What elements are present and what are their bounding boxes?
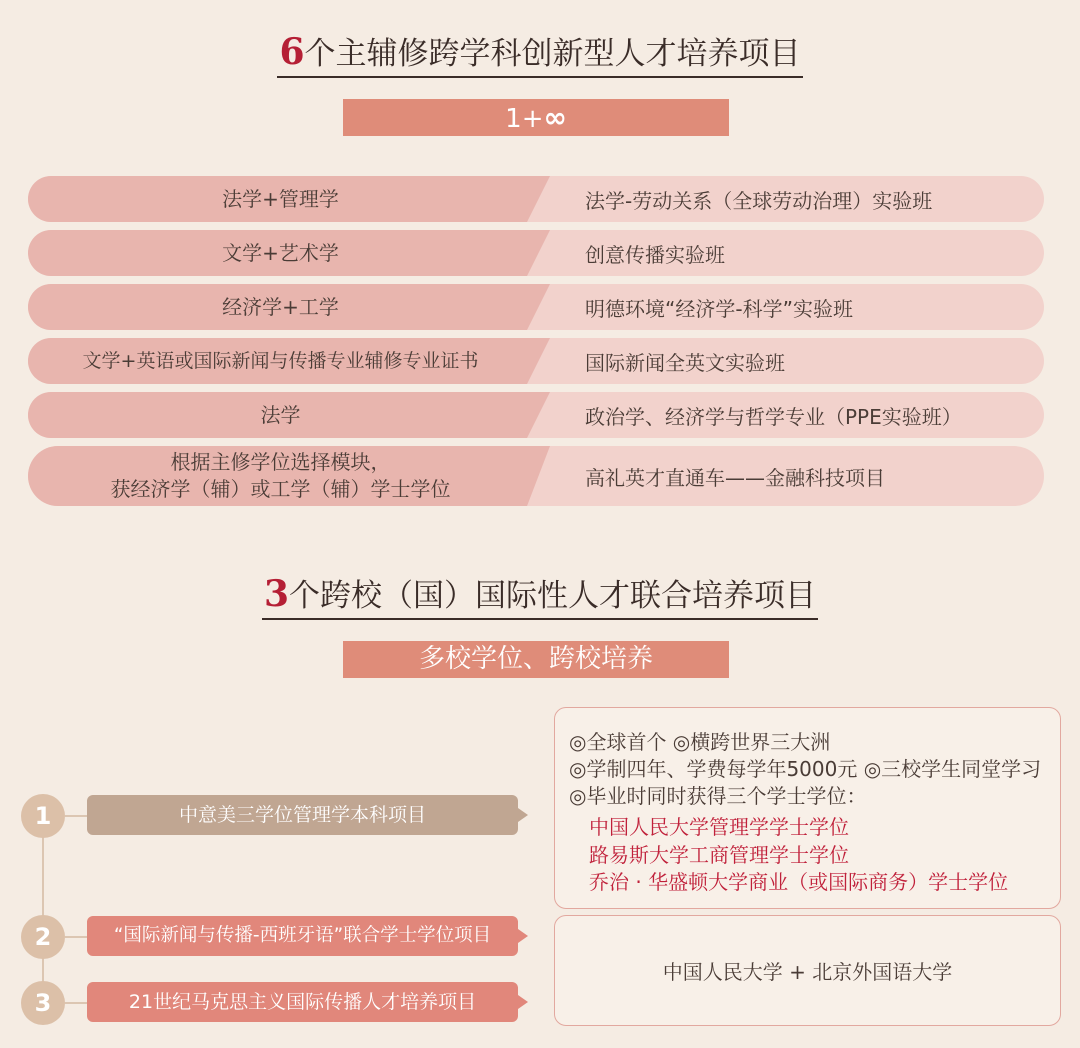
row-right-text: 高礼英才直通车——金融科技项目 <box>585 465 885 490</box>
row-left-text <box>28 446 533 506</box>
degree-line: 中国人民大学管理学学士学位 <box>589 815 849 839</box>
program-row <box>28 446 1044 506</box>
row-right-text: 政治学、经济学与哲学专业（PPE实验班） <box>585 404 962 429</box>
feature-line: ◎学制四年、学费每学年5000元 ◎三校学生同堂学习 <box>569 757 1042 781</box>
program-row <box>28 284 1044 330</box>
section1-title-text: 个主辅修跨学科创新型人才培养项目 <box>304 36 801 72</box>
timeline-line <box>42 818 44 1004</box>
project-number-2: 2 <box>21 915 65 959</box>
section2-title <box>0 570 1080 620</box>
degree-line: 乔治 · 华盛顿大学商业（或国际商务）学士学位 <box>589 870 1009 894</box>
row-left-text: 法学 <box>260 402 301 427</box>
row-left-text: 法学+管理学 <box>222 186 339 211</box>
row-left-text: 文学+英语或国际新闻与传播专业辅修专业证书 <box>82 349 479 372</box>
partner-text: 中国人民大学 + 北京外国语大学 <box>662 960 953 984</box>
partner-box <box>554 915 1061 1026</box>
section1-number: 6 <box>279 31 305 73</box>
row-right-text: 国际新闻全英文实验班 <box>585 350 785 375</box>
program-row <box>28 392 1044 438</box>
row-right-text: 创意传播实验班 <box>585 242 725 267</box>
row-left-text: 经济学+工学 <box>222 294 339 319</box>
program-row <box>28 338 1044 384</box>
project-label-1: 中意美三学位管理学本科项目 <box>87 795 518 835</box>
section2-number: 3 <box>263 573 290 615</box>
project-number-1: 1 <box>21 794 65 838</box>
section2-title-text: 个跨校（国）国际性人才联合培养项目 <box>289 578 817 614</box>
row-left-text: 文学+艺术学 <box>222 240 339 265</box>
row-right-text: 明德环境“经济学-科学”实验班 <box>585 296 853 321</box>
project-label-3: 21世纪马克思主义国际传播人才培养项目 <box>87 982 518 1022</box>
feature-line: ◎全球首个 ◎横跨世界三大洲 <box>569 730 831 754</box>
project-info-box <box>554 707 1061 909</box>
section2-banner: 多校学位、跨校培养 <box>343 641 729 678</box>
row-left-line2: 获经济学（辅）或工学（辅）学士学位 <box>110 477 451 501</box>
project-number-3: 3 <box>21 981 65 1025</box>
program-row <box>28 176 1044 222</box>
project-label-2: “国际新闻与传播-西班牙语”联合学士学位项目 <box>87 916 518 956</box>
banner-prefix: 1+ <box>505 104 544 134</box>
program-row <box>28 230 1044 276</box>
infinity-icon: ∞ <box>543 101 567 134</box>
section1-title <box>0 28 1080 78</box>
row-left-line1: 根据主修学位选择模块， <box>170 450 391 474</box>
row-right-text: 法学-劳动关系（全球劳动治理）实验班 <box>585 188 933 213</box>
degree-line: 路易斯大学工商管理学士学位 <box>589 843 849 867</box>
section1-banner <box>343 99 729 136</box>
feature-line: ◎毕业时同时获得三个学士学位： <box>569 784 867 808</box>
